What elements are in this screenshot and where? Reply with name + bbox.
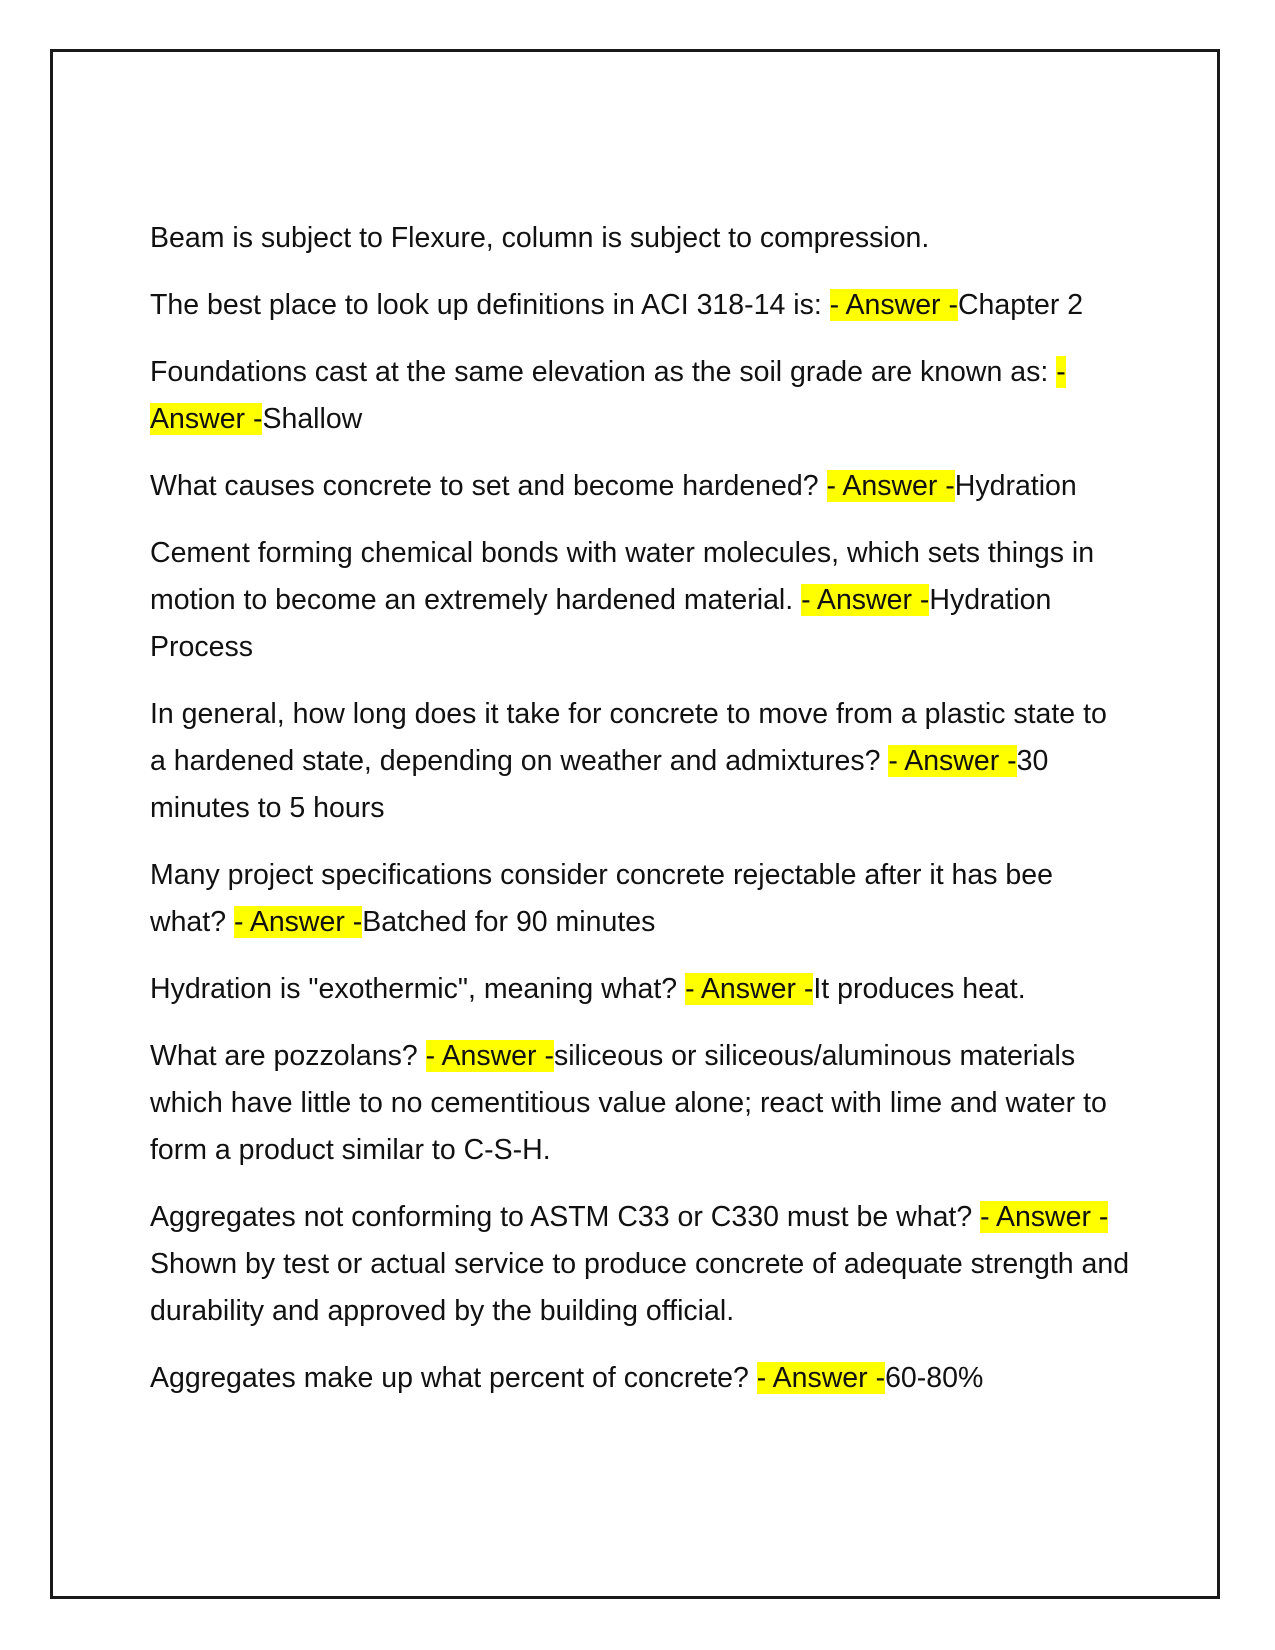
qa-item [150,349,1130,443]
answer-text: Hydration Process [150,584,1052,663]
answer-text: Chapter 2 [957,289,1084,321]
answer-marker: - Answer - [685,973,814,1005]
answer-marker: - Answer - [756,1362,886,1394]
qa-item [150,966,1130,1013]
qa-item [150,1194,1130,1335]
qa-item [150,282,1130,329]
answer-text: Shallow [262,403,363,435]
qa-item [150,1033,1130,1174]
question-text: What causes concrete to set and become hardened? [150,470,827,502]
answer-marker: - Answer - [826,470,955,502]
question-text: Hydration is "exothermic", meaning what? [150,973,686,1005]
answer-marker: - Answer - [233,906,363,938]
answer-text: 60-80% [885,1362,984,1394]
document-body [150,215,1130,1422]
answer-text: 30 minutes to 5 hours [150,745,1049,824]
qa-item [150,1355,1130,1402]
answer-text: Hydration [954,470,1077,502]
answer-marker: - Answer - [801,584,930,616]
answer-text: Batched for 90 minutes [362,906,656,938]
qa-item [150,691,1130,832]
answer-marker: - Answer - [829,289,958,321]
qa-item [150,852,1130,946]
qa-item [150,215,1130,262]
question-text: What are pozzolans? [150,1040,426,1072]
answer-marker: - Answer - [980,1201,1109,1233]
question-text: Many project specifications consider concrete rejectable after it has bee what? [150,859,1053,938]
qa-item [150,463,1130,510]
question-text: Cement forming chemical bonds with water molecules, which sets things in motion to become an extremely hardened material. [150,537,1095,616]
answer-text: siliceous or siliceous/aluminous materials which have little to no cementitious value alone; react with lime and water to form a product similar to C-S-H. [150,1040,1107,1166]
answer-text: Shown by test or actual service to produce concrete of adequate strength and durability and approved by the building official. [150,1248,1130,1327]
question-text: Foundations cast at the same elevation as the soil grade are known as: [150,356,1057,388]
qa-item [150,530,1130,671]
question-text: Aggregates make up what percent of concrete? [150,1362,757,1394]
question-text: In general, how long does it take for concrete to move from a plastic state to a hardened state, depending on weather and admixtures? [150,698,1107,777]
question-text: Beam is subject to Flexure, column is subject to compression. [150,222,930,254]
answer-text: It produces heat. [813,973,1026,1005]
question-text: The best place to look up definitions in ACI 318-14 is: [150,289,830,321]
answer-marker: - Answer - [888,745,1017,777]
answer-marker: - Answer - [425,1040,554,1072]
answer-marker: - Answer - [150,356,1066,435]
question-text: Aggregates not conforming to ASTM C33 or C330 must be what? [150,1201,981,1233]
